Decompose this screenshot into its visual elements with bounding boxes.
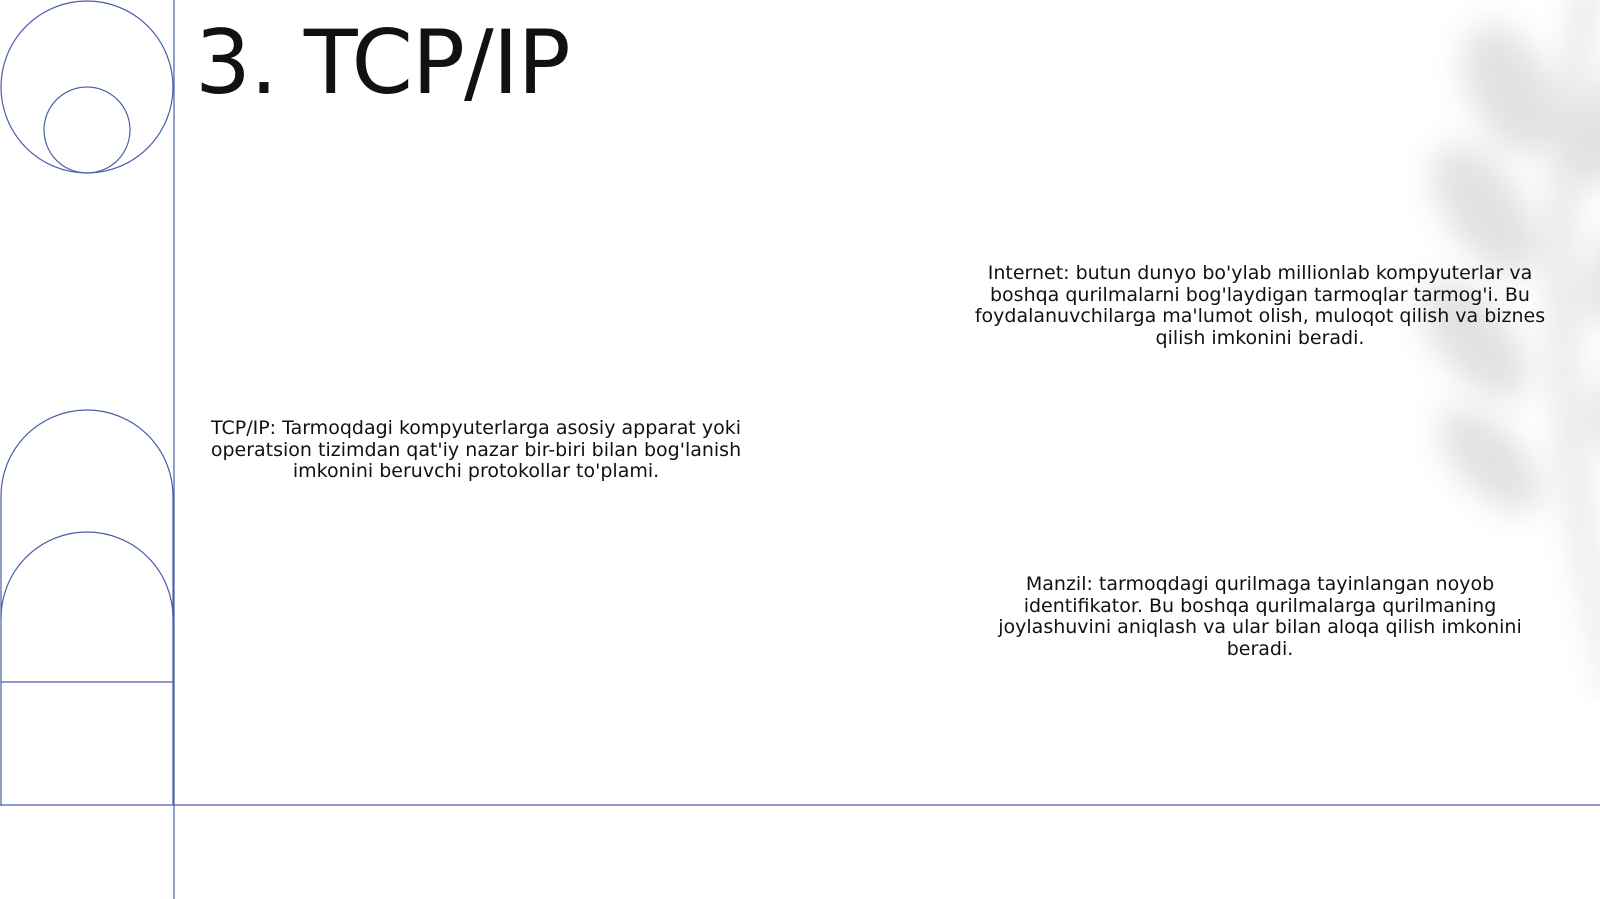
lower-arch-deco (1, 532, 173, 618)
tcpip-definition: TCP/IP: Tarmoqdagi kompyuterlarga asosiy apparat yoki operatsion tizimdan qat'iy nazar bir-biri bilan bog'lanish imkonini beruvchi protokollar to'plami. (210, 417, 742, 482)
slide-title: 3. TCP/IP (195, 11, 570, 114)
inner-circle-deco (44, 87, 130, 173)
internet-definition: Internet: butun dunyo bo'ylab millionlab kompyuterlar va boshqa qurilmalarni bog'laydigan tarmoqlar tarmog'i. Bu foydalanuvchilarga ma'lumot olish, muloqot qilish va biznes qilish imkonini beradi. (974, 262, 1546, 349)
address-definition: Manzil: tarmoqdagi qurilmaga tayinlangan noyob identifikator. Bu boshqa qurilmalarga qurilmaning joylashuvini aniqlash va ular bilan aloqa qilish imkonini beradi. (998, 573, 1522, 660)
upper-arch-deco (1, 410, 173, 496)
